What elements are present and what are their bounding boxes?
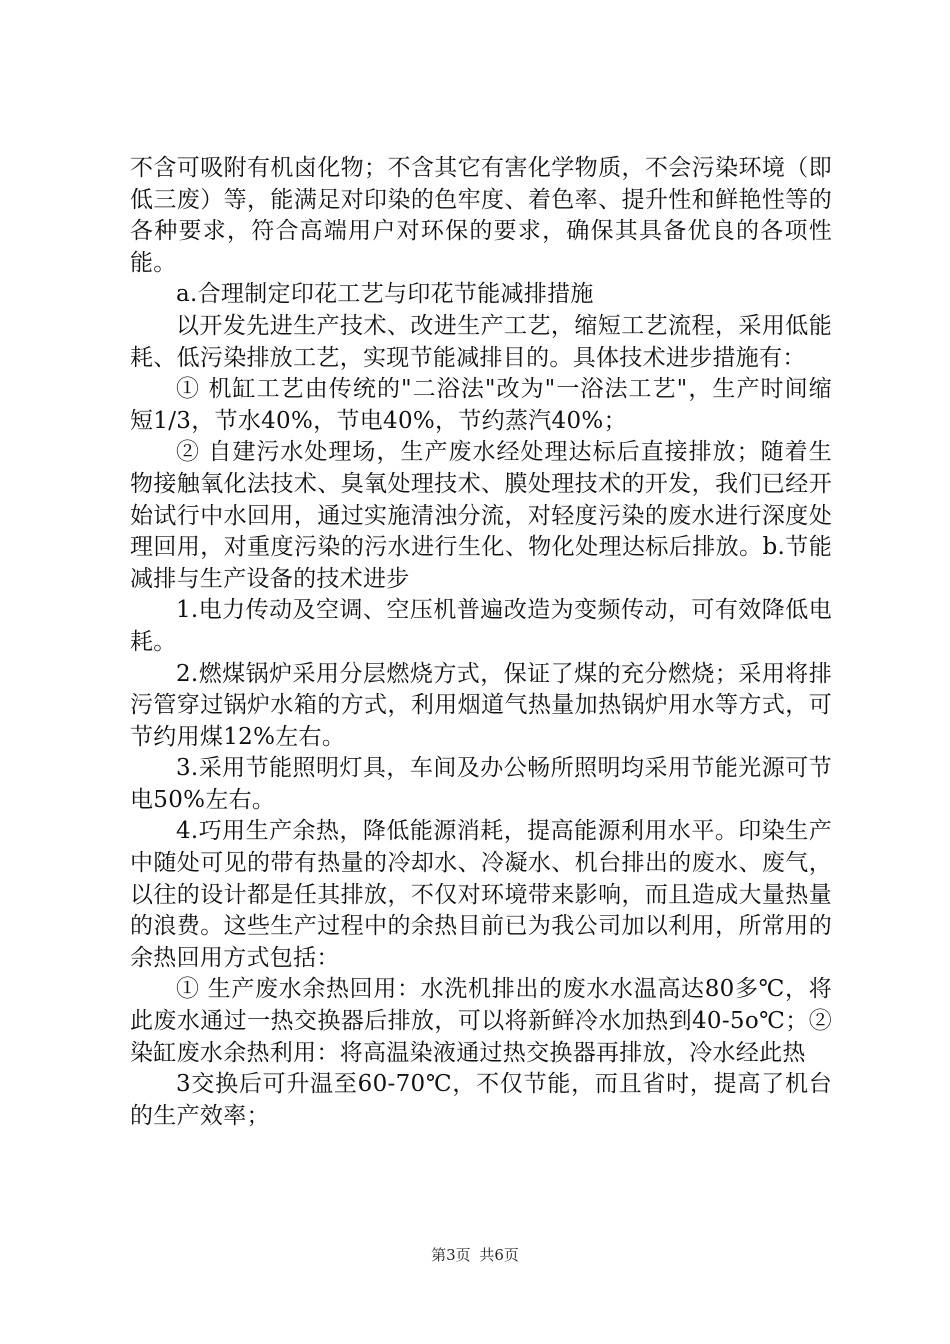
page-footer: [0, 1244, 950, 1265]
page-total: 共6页: [479, 1246, 519, 1264]
paragraph-intro: 以开发先进生产技术、改进生产工艺，缩短工艺流程，采用低能耗、低污染排放工艺，实现节能减排目的。具体技术进步措施有：: [130, 312, 832, 371]
section-heading-a: a.合理制定印花工艺与印花节能减排措施: [176, 281, 594, 308]
page-number: 第3页: [431, 1246, 471, 1264]
numbered-item-4: 4.巧用生产余热，降低能源消耗，提高能源利用水平。印染生产中随处可见的带有热量的冷却水、冷凝水、机台排出的废水、废气，以往的设计都是任其排放，不仅对环境带来影响，而且造成大量热量的浪费。这些生产过程中的余热目前已为我公司加以利用，所常用的余热回用方式包括：: [130, 818, 832, 971]
numbered-item-1: 1.电力传动及空调、空压机普遍改造为变频传动，可有效降低电耗。: [130, 597, 832, 655]
list-item-2: ② 自建污水处理场，生产废水经处理达标后直接排放；随着生物接触氧化法技术、臭氧处理技术、膜处理技术的开发，我们已经开始试行中水回用，通过实施清浊分流，对轻度污染的废水进行深度处理回用，对重度污染的污水进行生化、物化处理达标后排放。b.节能减排与生产设备的技术进步: [130, 439, 832, 592]
paragraph-continuation: 不含可吸附有机卤化物；不含其它有害化学物质，不会污染环境（即低三废）等，能满足对印染的色牢度、着色率、提升性和鲜艳性等的各种要求，符合高端用户对环保的要求，确保其具备优良的各项性能。: [130, 155, 832, 276]
list-item-1: ① 机缸工艺由传统的"二浴法"改为"一浴法工艺"，生产时间缩短1/3，节水40%，节电40%，节约蒸汽40%；: [130, 376, 832, 434]
sub-item-waste-heat: ① 生产废水余热回用：水洗机排出的废水水温高达80多℃，将此废水通过一热交换器后排放，可以将新鲜冷水加热到40-5o℃；②染缸废水余热利用：将高温染液通过热交换器再排放，冷水经此热: [130, 976, 832, 1066]
document-body: [130, 153, 832, 1132]
paragraph-heat-exchange: 3交换后可升温至60-70℃，不仅节能，而且省时，提高了机台的生产效率；: [130, 1071, 832, 1129]
numbered-item-3: 3.采用节能照明灯具，车间及办公畅所照明均采用节能光源可节电50%左右。: [130, 755, 832, 813]
numbered-item-2: 2.燃煤锅炉采用分层燃烧方式，保证了煤的充分燃烧；采用将排污管穿过锅炉水箱的方式，利用烟道气热量加热锅炉用水等方式，可节约用煤12%左右。: [130, 660, 832, 750]
